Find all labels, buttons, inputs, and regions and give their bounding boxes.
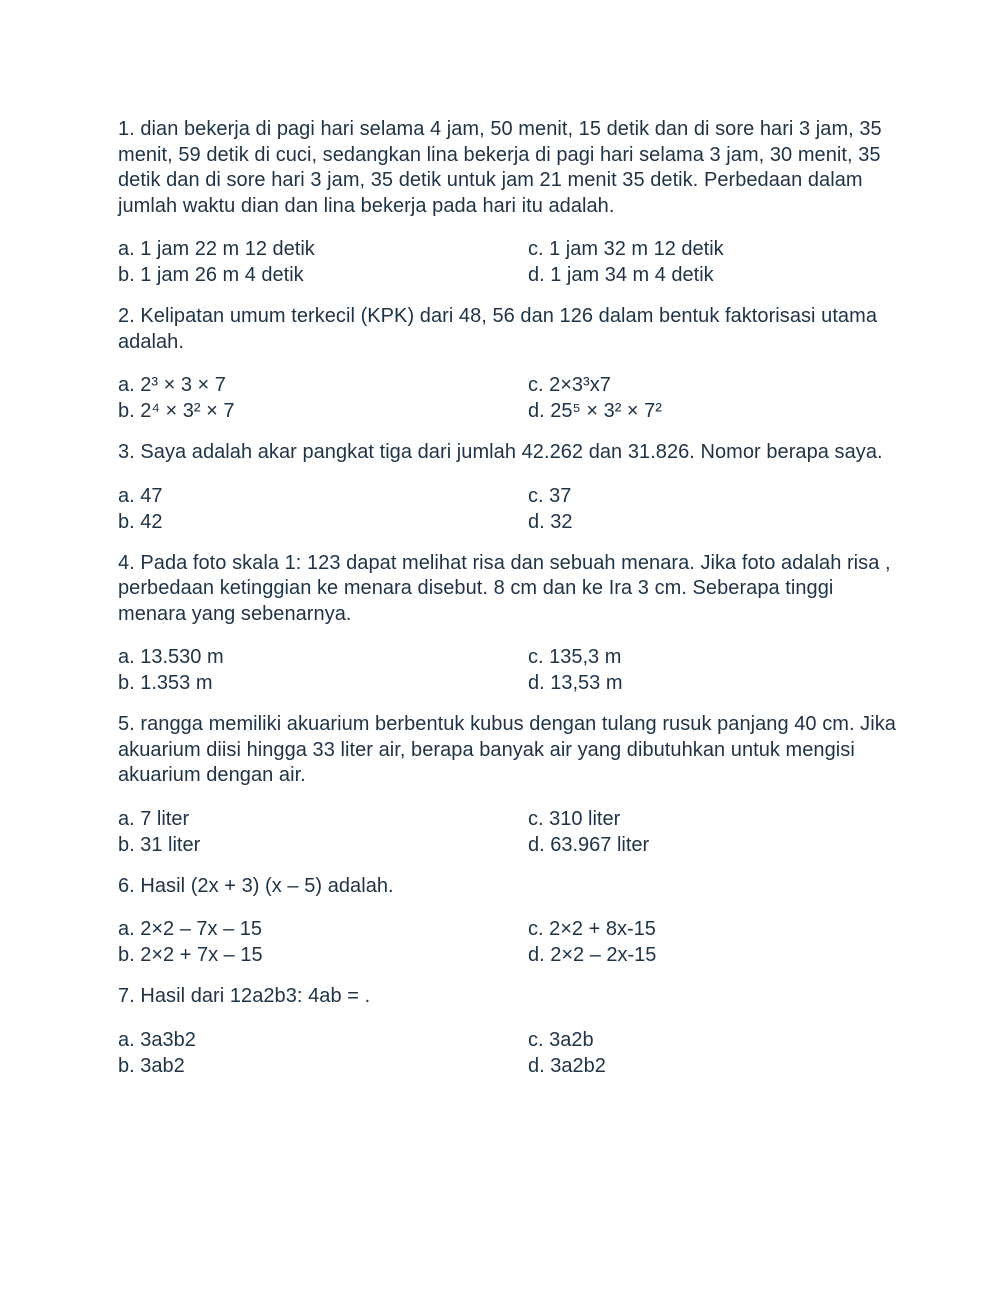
question-1-option-a: a. 1 jam 22 m 12 detik [118,238,315,260]
question-5-option-b: b. 31 liter [118,833,201,856]
question-4-options [118,644,898,696]
question-2 [118,304,898,424]
question-4 [118,551,898,697]
question-2-option-b: b. 2⁴ × 3² × 7 [118,400,235,422]
question-6-text: 6. Hasil (2x + 3) (x – 5) adalah. [118,874,394,897]
question-7-option-d: d. 3a2b2 [528,1054,606,1077]
question-6-option-a: a. 2×2 – 7x – 15 [118,918,263,940]
question-6 [118,874,898,969]
question-3-text: 3. Saya adalah akar pangkat tiga dari jumlah 42.262 dan 31.826. Nomor berapa saya. [118,441,883,463]
question-6-option-d: d. 2×2 – 2x-15 [528,944,657,966]
question-7-option-c: c. 3a2b [528,1028,594,1051]
question-list [118,117,898,1095]
question-2-option-d: d. 25⁵ × 3² × 7² [528,400,662,422]
question-4-option-a: a. 13.530 m [118,646,224,668]
question-5-option-a: a. 7 liter [118,807,190,830]
question-1-text: 1. dian bekerja di pagi hari selama 4 jam, 50 menit, 15 detik dan di sore hari 3 jam, 35 menit, 59 detik di cuci, sedangkan lina bekerja di pagi hari selama 3 jam, 30 menit, 35 detik dan di sore hari 3 jam, 35 detik untuk jam 21 menit 35 detik. Perbedaan dalam jumlah waktu dian dan lina bekerja pada hari itu adalah. [118,118,882,217]
question-2-option-a: a. 2³ × 3 × 7 [118,374,226,396]
question-1-option-c: c. 1 jam 32 m 12 detik [528,238,724,260]
question-1-option-d: d. 1 jam 34 m 4 detik [528,264,714,286]
question-5-options [118,806,898,858]
question-6-options [118,916,898,968]
question-5-text: 5. rangga memiliki akuarium berbentuk kubus dengan tulang rusuk panjang 40 cm. Jika akuarium diisi hingga 33 liter air, berapa banyak air yang dibutuhkan untuk mengisi akuarium dengan air. [118,713,896,786]
question-5-option-c: c. 310 liter [528,807,621,830]
question-7-options [118,1027,898,1079]
question-3 [118,440,898,535]
question-1 [118,117,898,288]
question-4-option-b: b. 1.353 m [118,672,213,694]
question-3-option-b: b. 42 [118,510,163,533]
question-7 [118,984,898,1079]
question-1-options [118,236,898,288]
question-7-option-b: b. 3ab2 [118,1054,185,1077]
question-5-option-d: d. 63.967 liter [528,833,650,856]
question-2-text: 2. Kelipatan umum terkecil (KPK) dari 48, 56 dan 126 dalam bentuk faktorisasi utama adalah. [118,305,877,353]
question-6-option-c: c. 2×2 + 8x-15 [528,918,656,940]
question-4-option-c: c. 135,3 m [528,646,622,668]
question-3-option-d: d. 32 [528,510,573,533]
question-1-option-b: b. 1 jam 26 m 4 detik [118,264,304,286]
question-3-option-c: c. 37 [528,484,572,507]
question-7-text: 7. Hasil dari 12a2b3: 4ab = . [118,985,371,1007]
question-5 [118,712,898,858]
question-2-options [118,372,898,424]
question-7-option-a: a. 3a3b2 [118,1028,196,1051]
question-4-text: 4. Pada foto skala 1: 123 dapat melihat risa dan sebuah menara. Jika foto adalah risa , perbedaan ketinggian ke menara disebut. 8 cm dan ke Ira 3 cm. Seberapa tinggi menara yang sebenarnya. [118,551,891,625]
question-3-option-a: a. 47 [118,484,163,507]
question-4-option-d: d. 13,53 m [528,672,623,694]
question-6-option-b: b. 2×2 + 7x – 15 [118,944,263,966]
question-2-option-c: c. 2×3³x7 [528,374,611,396]
question-3-options [118,483,898,535]
